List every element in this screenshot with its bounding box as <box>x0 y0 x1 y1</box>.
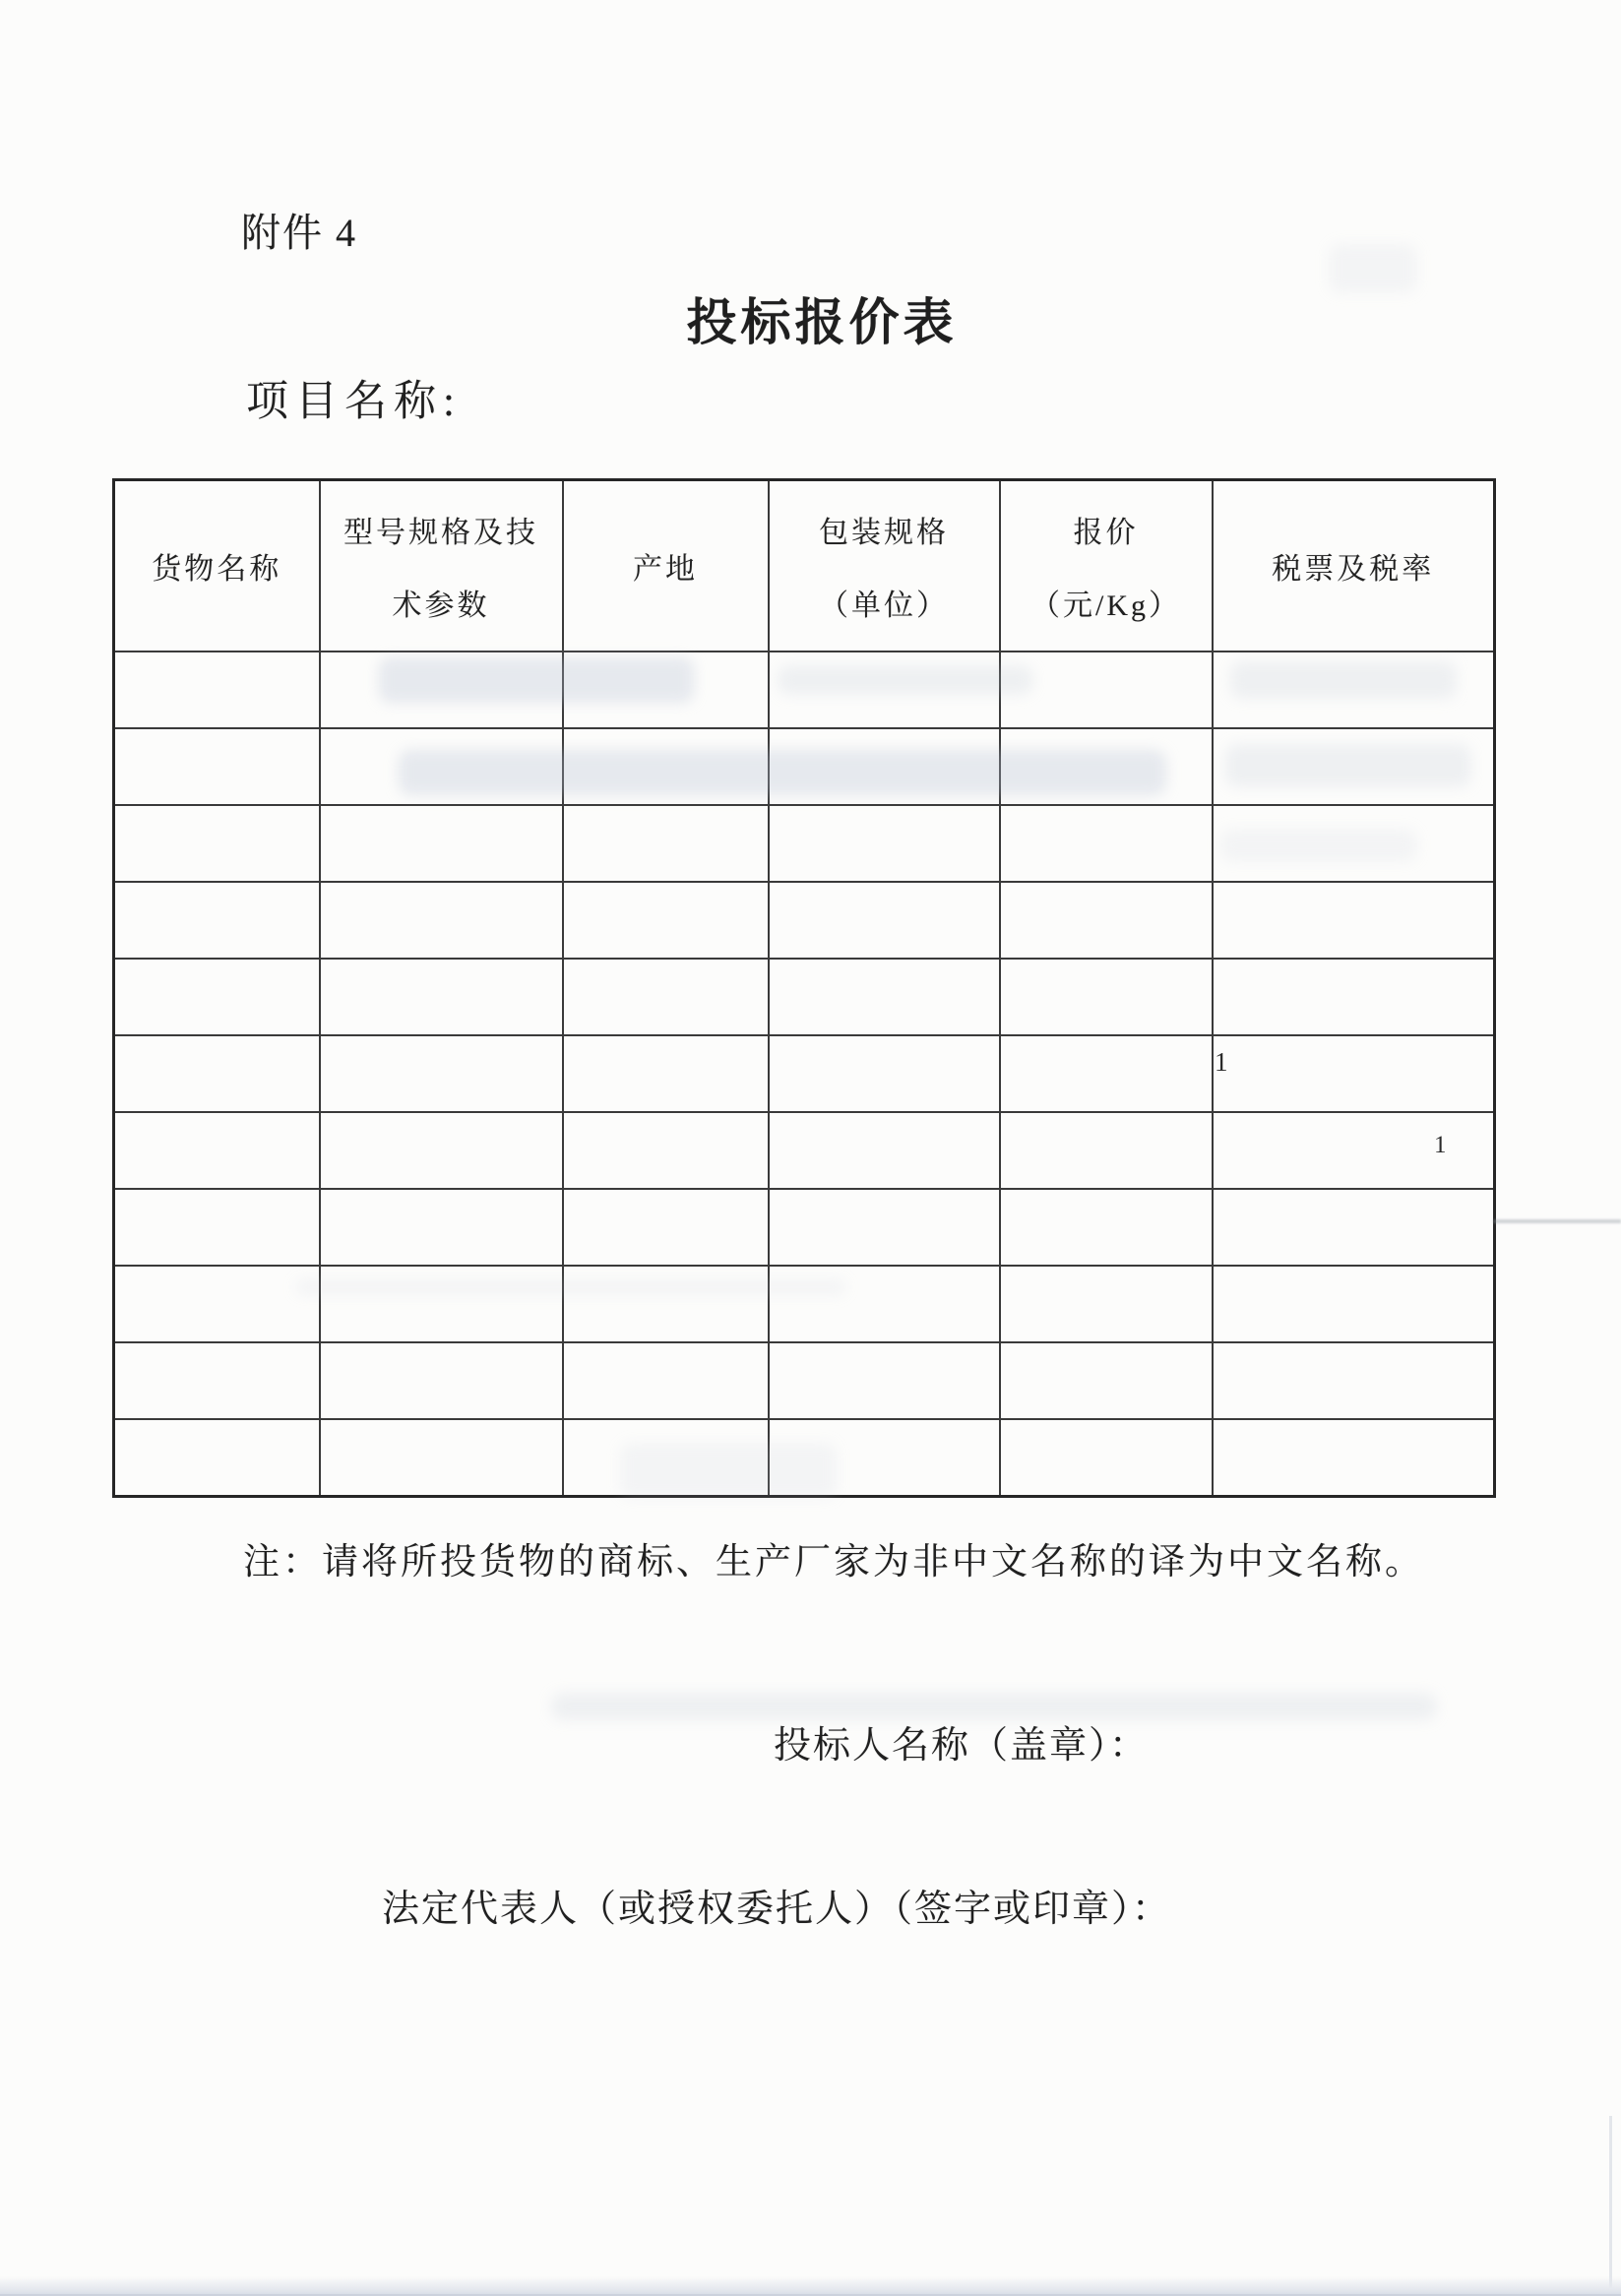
header-cell-tax <box>1213 480 1495 652</box>
table-cell-empty <box>1000 1419 1213 1497</box>
quote-table <box>112 478 1496 1498</box>
quote-table-container <box>112 478 1496 1498</box>
quote-table-header <box>114 480 1495 652</box>
table-cell-empty <box>563 1266 769 1342</box>
table-cell-empty <box>114 1342 320 1419</box>
header-label: 术参数 <box>392 590 490 622</box>
scan-edge-shadow <box>0 2276 1621 2296</box>
table-cell-empty <box>320 728 563 805</box>
table-row <box>114 959 1495 1035</box>
table-cell-empty <box>114 1112 320 1189</box>
table-row <box>114 1189 1495 1266</box>
table-cell-empty <box>114 959 320 1035</box>
table-cell-empty <box>769 805 1000 882</box>
table-cell-empty <box>769 1189 1000 1266</box>
table-cell-empty <box>769 882 1000 959</box>
table-cell-empty <box>320 1189 563 1266</box>
header-label: （单位） <box>819 590 949 622</box>
table-cell-empty <box>563 1189 769 1266</box>
attachment-label: 附件 4 <box>241 211 357 255</box>
header-cell-goods-name <box>114 480 320 652</box>
table-cell-empty <box>1000 728 1213 805</box>
table-row <box>114 1035 1495 1112</box>
table-cell-empty <box>769 1266 1000 1342</box>
table-cell-empty <box>769 1112 1000 1189</box>
header-cell-price <box>1000 480 1213 652</box>
table-cell-empty <box>563 882 769 959</box>
table-cell-empty <box>563 728 769 805</box>
header-cell-packaging <box>769 480 1000 652</box>
table-cell-empty <box>1213 652 1495 728</box>
table-cell-empty <box>1000 652 1213 728</box>
table-cell-empty <box>1213 728 1495 805</box>
table-cell-empty <box>769 959 1000 1035</box>
table-row <box>114 1342 1495 1419</box>
table-cell-empty <box>320 1035 563 1112</box>
table-cell-empty <box>1000 805 1213 882</box>
table-cell-empty <box>114 1035 320 1112</box>
header-label: 货物名称 <box>152 553 282 586</box>
table-cell-empty <box>563 1112 769 1189</box>
table-cell-empty <box>114 728 320 805</box>
table-cell-empty <box>114 1266 320 1342</box>
table-row <box>114 1266 1495 1342</box>
header-label: 税票及税率 <box>1272 553 1435 586</box>
table-row <box>114 1112 1495 1189</box>
header-cell-model-specs <box>320 480 563 652</box>
table-cell-empty <box>320 882 563 959</box>
scan-smudge <box>1329 244 1417 293</box>
table-cell-empty <box>114 1189 320 1266</box>
table-cell-empty <box>1213 1419 1495 1497</box>
table-cell-empty <box>1213 1112 1495 1189</box>
table-cell-empty <box>1213 882 1495 959</box>
table-cell-empty <box>1213 1266 1495 1342</box>
table-cell-empty <box>1213 1342 1495 1419</box>
note-text: 注：请将所投货物的商标、生产厂家为非中文名称的译为中文名称。 <box>243 1542 1424 1582</box>
table-cell-empty <box>114 1419 320 1497</box>
table-cell-empty <box>769 1035 1000 1112</box>
table-cell-empty <box>563 1342 769 1419</box>
table-cell-empty <box>1000 1342 1213 1419</box>
table-cell-empty <box>769 1419 1000 1497</box>
header-label: （元/Kg） <box>1030 590 1181 622</box>
table-cell-empty <box>1213 959 1495 1035</box>
table-cell-empty <box>1000 1189 1213 1266</box>
table-cell-empty <box>769 728 1000 805</box>
table-cell-empty <box>1000 959 1213 1035</box>
page-title: 投标报价表 <box>686 296 958 351</box>
header-label: 型号规格及技 <box>343 517 538 549</box>
table-cell-empty <box>769 652 1000 728</box>
table-cell-empty <box>1000 1112 1213 1189</box>
header-label: 产地 <box>633 553 698 586</box>
table-cell-empty <box>563 959 769 1035</box>
project-name-label: 项目名称: <box>246 379 462 425</box>
header-label: 包装规格 <box>819 517 949 549</box>
table-cell-empty <box>1213 805 1495 882</box>
table-row <box>114 728 1495 805</box>
table-row <box>114 805 1495 882</box>
table-cell-empty <box>320 1342 563 1419</box>
table-cell-empty <box>563 805 769 882</box>
header-label: 报价 <box>1073 517 1139 549</box>
table-cell-empty <box>320 1112 563 1189</box>
table-cell-empty <box>320 1266 563 1342</box>
table-cell-empty <box>320 1419 563 1497</box>
header-cell-origin <box>563 480 769 652</box>
table-cell-empty <box>1213 1189 1495 1266</box>
scan-streak <box>1493 1219 1621 1223</box>
table-cell-empty <box>114 805 320 882</box>
table-cell-empty <box>114 882 320 959</box>
stray-mark: 1 <box>1434 1132 1447 1158</box>
table-cell-empty <box>1000 882 1213 959</box>
table-row <box>114 882 1495 959</box>
table-cell-empty <box>320 805 563 882</box>
table-cell-empty <box>320 959 563 1035</box>
table-row <box>114 652 1495 728</box>
table-cell-empty <box>769 1342 1000 1419</box>
scan-edge-artifact <box>1609 2116 1612 2296</box>
table-cell-empty <box>114 652 320 728</box>
table-row <box>114 1419 1495 1497</box>
table-cell-empty <box>1213 1035 1495 1112</box>
stray-mark: 1 <box>1215 1047 1228 1077</box>
table-cell-empty <box>320 652 563 728</box>
bidder-seal-line: 投标人名称（盖章）： <box>774 1725 1150 1767</box>
quote-table-body <box>114 652 1495 1497</box>
table-cell-empty <box>563 1035 769 1112</box>
legal-representative-line: 法定代表人（或授权委托人）（签字或印章）： <box>382 1889 1172 1930</box>
table-cell-empty <box>1000 1035 1213 1112</box>
header-row <box>114 480 1495 652</box>
table-cell-empty <box>563 652 769 728</box>
table-cell-empty <box>563 1419 769 1497</box>
table-cell-empty <box>1000 1266 1213 1342</box>
